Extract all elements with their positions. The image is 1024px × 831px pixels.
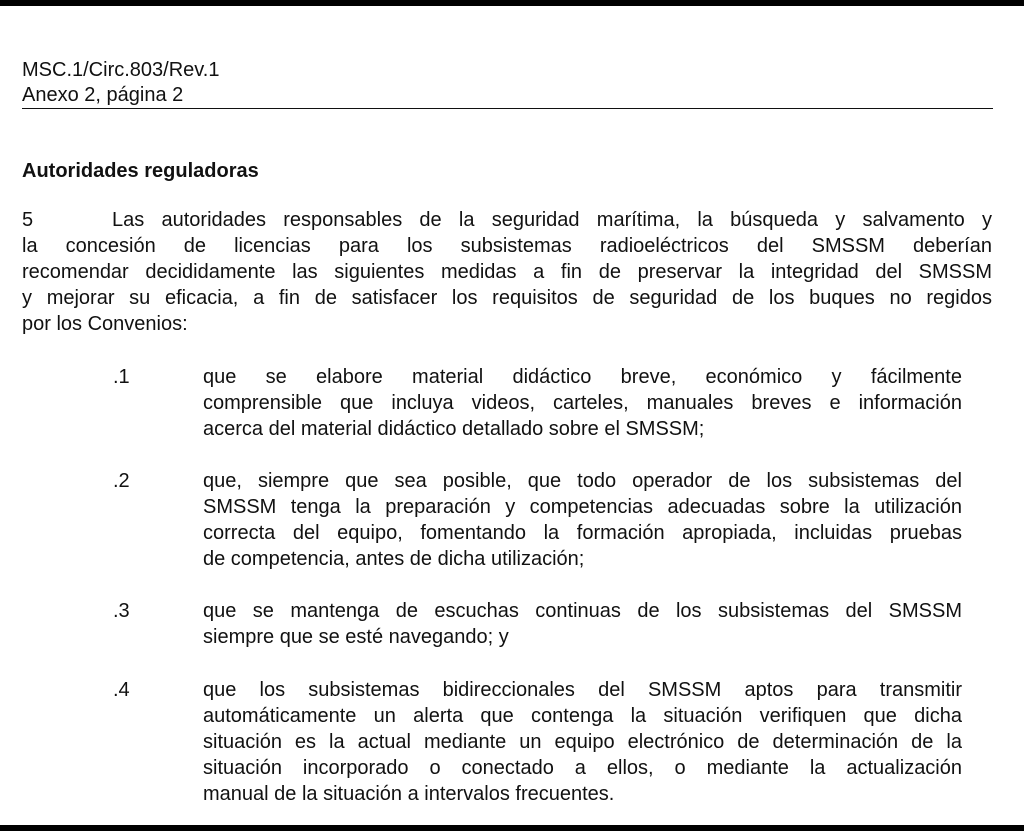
- list-item-number: .4: [113, 679, 130, 701]
- list-item-text: [203, 677, 962, 807]
- list-item-line: acerca del material didáctico detallado sobre el SMSSM;: [203, 418, 705, 440]
- paragraph-line: por los Convenios:: [22, 313, 188, 335]
- list-item-line: siempre que se esté navegando; y: [203, 626, 509, 648]
- list-item-line: correcta del equipo, fomentando la formación apropiada, incluidas pruebas: [203, 522, 962, 544]
- list-item-line: manual de la situación a intervalos frecuentes.: [203, 783, 615, 805]
- page-reference: Anexo 2, página 2: [22, 84, 184, 106]
- list-item-line: que, siempre que sea posible, que todo operador de los subsistemas del: [203, 470, 962, 492]
- list-item-text: [203, 364, 962, 442]
- list-item-line: situación incorporado o conectado a ellos, o mediante la actualización: [203, 757, 962, 779]
- paragraph-line: y mejorar su eficacia, a fin de satisfacer los requisitos de seguridad de los buques no regidos: [22, 287, 992, 309]
- list-item-line: que se mantenga de escuchas continuas de los subsistemas del SMSSM: [203, 600, 962, 622]
- list-item-number: .2: [113, 470, 130, 492]
- list-item-number: .3: [113, 600, 130, 622]
- paragraph-line-text: Las autoridades responsables de la seguridad marítima, la búsqueda y salvamento y: [112, 209, 992, 231]
- paragraph-5: [22, 207, 992, 337]
- paragraph-line: [22, 207, 992, 233]
- header-divider: [22, 108, 993, 109]
- list-item-number: .1: [113, 366, 130, 388]
- list-item-text: [203, 468, 962, 572]
- list-item-line: SMSSM tenga la preparación y competencias adecuadas sobre la utilización: [203, 496, 962, 518]
- paragraph-line: recomendar decididamente las siguientes medidas a fin de preservar la integridad del SMSSM: [22, 261, 992, 283]
- document-reference: MSC.1/Circ.803/Rev.1: [22, 59, 220, 81]
- paragraph-number: 5: [22, 209, 34, 231]
- document-header: [22, 58, 992, 108]
- list-item-text: [203, 598, 962, 650]
- list-item-line: que se elabore material didáctico breve, económico y fácilmente: [203, 366, 962, 388]
- document-page: [0, 6, 1024, 825]
- section-heading: Autoridades reguladoras: [22, 160, 259, 182]
- list-item-line: automáticamente un alerta que contenga la situación verifiquen que dicha: [203, 705, 962, 727]
- list-item-line: situación es la actual mediante un equipo electrónico de determinación de la: [203, 731, 962, 753]
- list-item-line: comprensible que incluya videos, carteles, manuales breves e información: [203, 392, 962, 414]
- list-item-line: de competencia, antes de dicha utilización;: [203, 548, 585, 570]
- list-item-line: que los subsistemas bidireccionales del SMSSM aptos para transmitir: [203, 679, 962, 701]
- paragraph-line: la concesión de licencias para los subsistemas radioeléctricos del SMSSM deberían: [22, 235, 992, 257]
